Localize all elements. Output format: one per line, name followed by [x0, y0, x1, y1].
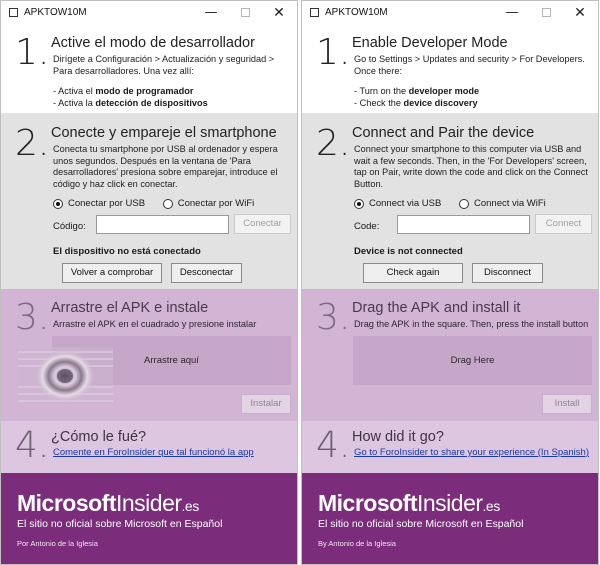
step2-section — [302, 113, 598, 289]
brand-tagline: El sitio no oficial sobre Microsoft en Español — [318, 518, 524, 530]
minimize-icon[interactable]: — — [505, 5, 519, 20]
disconnect-button[interactable]: Desconectar — [171, 263, 242, 283]
window-title: APKTOW10M — [24, 7, 87, 18]
step-number: 4. — [15, 425, 50, 466]
step-number: 2. — [15, 123, 50, 164]
step-number: 3. — [15, 297, 50, 338]
step-description: Go to Settings > Updates and security > For Developers. Once there: — [354, 54, 585, 76]
step1-section — [1, 26, 297, 113]
code-label: Code: — [354, 221, 380, 232]
step4-section — [1, 421, 297, 473]
connect-button[interactable]: Connect — [535, 214, 592, 234]
brand-logo[interactable]: MicrosoftInsider.es — [318, 490, 500, 516]
step-number: 1. — [15, 32, 50, 73]
step-description: Connect your smartphone to this computer via USB and wait a few seconds. Then, in the 'For Developers' screen, tap on Pair, write down the code and click on the Connect Button. — [354, 144, 588, 189]
connection-status: Device is not connected — [354, 246, 463, 257]
step3-section — [1, 289, 297, 421]
step-heading: Enable Developer Mode — [352, 35, 508, 51]
apk-drop-zone[interactable]: Drag Here — [353, 336, 592, 385]
radio-unselected-icon[interactable] — [459, 199, 469, 209]
window-title: APKTOW10M — [325, 7, 388, 18]
step-heading: Conecte y empareje el smartphone — [51, 125, 277, 141]
install-button[interactable]: Instalar — [241, 394, 291, 414]
brand-tagline: El sitio no oficial sobre Microsoft en Español — [17, 518, 223, 530]
step2-section — [1, 113, 297, 289]
code-input[interactable] — [96, 215, 229, 234]
instruction-item: - Check the device discovery — [354, 98, 478, 108]
step-heading: Arrastre el APK e instale — [51, 300, 209, 316]
radio-usb[interactable]: Conectar por USB — [53, 198, 145, 209]
code-input[interactable] — [397, 215, 530, 234]
instruction-item: - Activa el modo de programador — [53, 86, 194, 96]
code-label: Código: — [53, 221, 86, 232]
step-number: 1. — [316, 32, 351, 73]
minimize-icon[interactable]: — — [204, 5, 218, 20]
app-window-spanish — [0, 0, 298, 565]
radio-selected-icon[interactable] — [354, 199, 364, 209]
app-window-english — [301, 0, 599, 565]
apk-drag-ghost-image — [18, 347, 113, 404]
close-icon[interactable]: ✕ — [273, 5, 285, 21]
radio-wifi[interactable]: Connect via WiFi — [459, 198, 546, 209]
radio-wifi[interactable]: Conectar por WiFi — [163, 198, 255, 209]
step-description: Dirígete a Configuración > Actualización y seguridad > Para desarrolladores. Una vez allí: — [53, 54, 275, 76]
feedback-link[interactable]: Comente en ForoInsider que tal funcionó la app — [53, 447, 254, 458]
app-icon — [9, 8, 18, 17]
step4-section — [302, 421, 598, 473]
step-number: 4. — [316, 425, 351, 466]
apk-drop-zone[interactable]: Arrastre aquí — [52, 336, 291, 385]
step-description: Arrastre el APK en el cuadrado y presione instalar — [53, 319, 257, 329]
title-bar[interactable] — [302, 1, 598, 26]
connect-button[interactable]: Conectar — [234, 214, 291, 234]
step-heading: Connect and Pair the device — [352, 125, 535, 141]
connection-type-group — [354, 198, 561, 212]
instruction-item: - Activa la detección de dispositivos — [53, 98, 208, 108]
instruction-list — [354, 85, 479, 109]
disconnect-button[interactable]: Disconnect — [472, 263, 543, 283]
radio-usb[interactable]: Connect via USB — [354, 198, 441, 209]
connection-type-group — [53, 198, 269, 212]
footer-banner — [302, 473, 598, 565]
step-heading: Drag the APK and install it — [352, 300, 521, 316]
feedback-link[interactable]: Go to ForoInsider to share your experience (In Spanish) — [354, 447, 589, 458]
check-again-button[interactable]: Check again — [363, 263, 463, 283]
close-icon[interactable]: ✕ — [574, 5, 586, 21]
check-again-button[interactable]: Volver a comprobar — [62, 263, 162, 283]
app-icon — [310, 8, 319, 17]
author-credit: Por Antonio de la Iglesia — [17, 539, 98, 548]
maximize-icon[interactable] — [530, 3, 562, 23]
step-number: 2. — [316, 123, 351, 164]
instruction-list — [53, 85, 208, 109]
radio-selected-icon[interactable] — [53, 199, 63, 209]
brand-logo[interactable]: MicrosoftInsider.es — [17, 490, 199, 516]
step3-section — [302, 289, 598, 421]
connection-status: El dispositivo no está conectado — [53, 246, 201, 257]
radio-unselected-icon[interactable] — [163, 199, 173, 209]
title-bar[interactable] — [1, 1, 297, 26]
author-credit: By Antonio de la Iglesia — [318, 539, 396, 548]
install-button[interactable]: Install — [542, 394, 592, 414]
step1-section — [302, 26, 598, 113]
step-description: Conecta tu smartphone por USB al ordenador y espera unos segundos. Después en la ventana de 'Para desarrolladores' presiona sobre emparejar, introduce el código y haz click en conectar. — [53, 144, 278, 189]
maximize-icon[interactable] — [229, 3, 261, 23]
footer-banner — [1, 473, 297, 565]
step-heading: How did it go? — [352, 429, 444, 445]
instruction-item: - Turn on the developer mode — [354, 86, 480, 96]
step-description: Drag the APK in the square. Then, press the install button — [354, 319, 589, 329]
step-number: 3. — [316, 297, 351, 338]
step-heading: ¿Cómo le fué? — [51, 429, 147, 445]
step-heading: Active el modo de desarrollador — [51, 35, 255, 51]
